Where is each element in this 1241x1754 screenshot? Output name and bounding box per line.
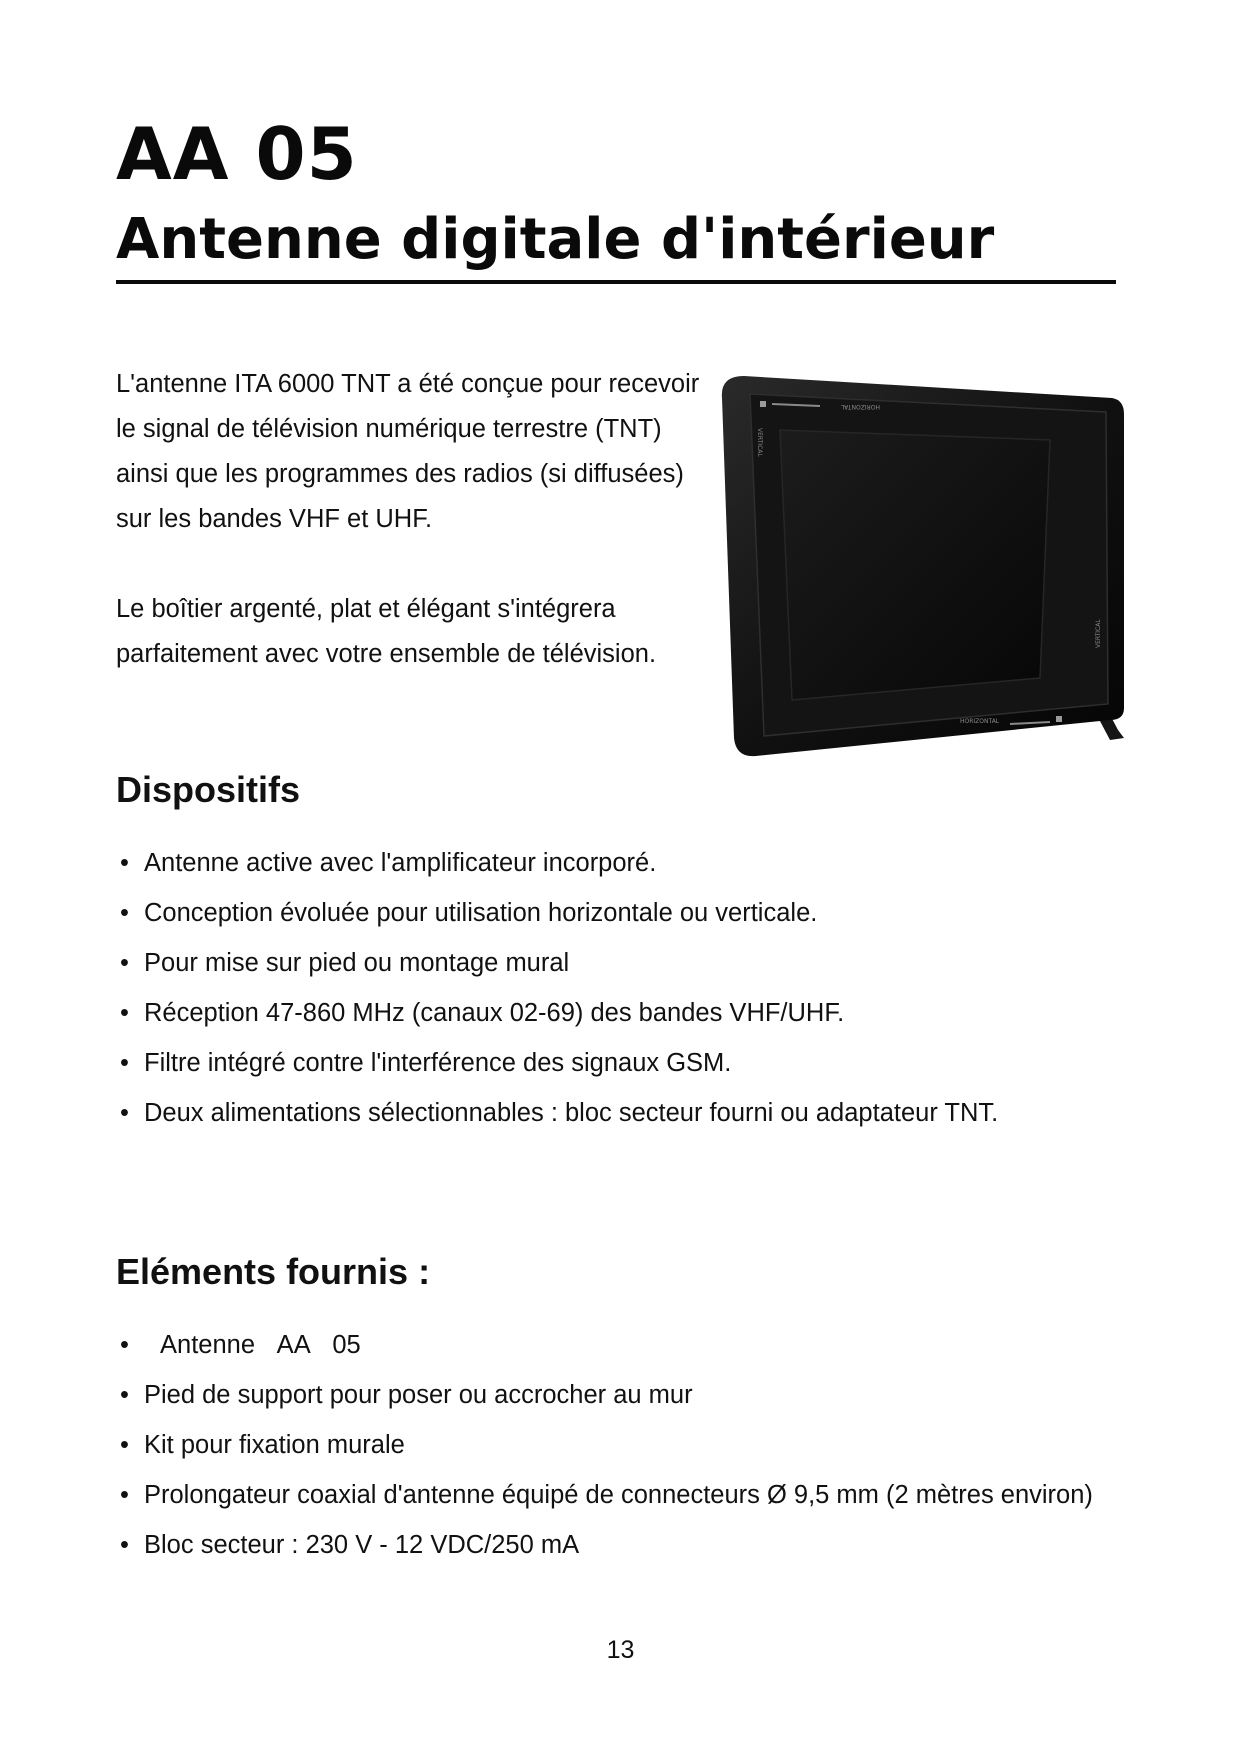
- list-item-text: Kit pour fixation murale: [144, 1431, 405, 1459]
- bullet-icon: •: [120, 1481, 129, 1509]
- bullet-icon: •: [120, 899, 129, 927]
- brand-logo-icon: [760, 401, 766, 407]
- bullet-icon: •: [120, 1049, 129, 1077]
- page-number: 13: [606, 1636, 635, 1664]
- list-item-text: Deux alimentations sélectionnables : bloc secteur fourni ou adaptateur TNT.: [144, 1099, 999, 1127]
- list-item-text: Antenne active avec l'amplificateur incorporé.: [144, 849, 657, 877]
- list-item-text: Bloc secteur : 230 V - 12 VDC/250 mA: [144, 1531, 580, 1559]
- list-item: [116, 896, 1116, 930]
- vertical-label-left: VERTICAL: [756, 428, 763, 457]
- brand-logo-icon-bottom: [1056, 716, 1062, 722]
- horizontal-label-bottom: HORIZONTAL: [960, 718, 1000, 725]
- elements-fournis-list: [116, 1328, 1116, 1578]
- bullet-icon: •: [120, 999, 129, 1027]
- list-item-text: Pied de support pour poser ou accrocher au mur: [144, 1381, 693, 1409]
- list-item: [116, 1046, 1116, 1080]
- horizontal-label: HORIZONTAL: [840, 403, 880, 410]
- page-title: AA 05: [116, 112, 358, 196]
- bullet-icon: •: [120, 1099, 129, 1127]
- list-item: [116, 1478, 1116, 1512]
- intro-paragraph: Le boîtier argenté, plat et élégant s'intégrera parfaitement avec votre ensemble de télévision.: [116, 595, 657, 668]
- antenna-product-photo: [720, 368, 1140, 768]
- bullet-icon: •: [120, 1331, 129, 1359]
- list-item-text: Réception 47-860 MHz (canaux 02-69) des bandes VHF/UHF.: [144, 999, 845, 1027]
- list-item: [116, 946, 1116, 980]
- list-item: [116, 1428, 1116, 1462]
- list-item: [116, 846, 1116, 880]
- elements-fournis-heading: Eléments fournis :: [116, 1251, 431, 1292]
- bullet-icon: •: [120, 1381, 129, 1409]
- vertical-label-right: VERTICAL: [1095, 619, 1102, 648]
- list-item-text: Antenne AA 05: [160, 1331, 361, 1359]
- title-underline: [116, 280, 1116, 284]
- list-item-text: Filtre intégré contre l'interférence des signaux GSM.: [144, 1049, 732, 1077]
- list-item: [116, 1378, 1116, 1412]
- dispositifs-list: [116, 846, 1116, 1146]
- list-item-text: Pour mise sur pied ou montage mural: [144, 949, 570, 977]
- bullet-icon: •: [120, 1431, 129, 1459]
- list-item: [116, 996, 1116, 1030]
- intro-paragraph: L'antenne ITA 6000 TNT a été conçue pour recevoir le signal de télévision numérique terrestre (TNT) ainsi que les programmes des radios (si diffusées) sur les bandes VHF et UHF.: [116, 370, 700, 533]
- dispositifs-heading: Dispositifs: [116, 769, 301, 810]
- antenna-panel: [780, 430, 1050, 700]
- list-item: [116, 1096, 1116, 1130]
- bullet-icon: •: [120, 849, 129, 877]
- list-item: [116, 1328, 1116, 1362]
- bullet-icon: •: [120, 949, 129, 977]
- list-item-text: Prolongateur coaxial d'antenne équipé de connecteurs Ø 9,5 mm (2 mètres environ): [144, 1481, 1093, 1509]
- intro-text: [116, 362, 716, 677]
- page-subtitle: Antenne digitale d'intérieur: [116, 207, 995, 272]
- list-item-text: Conception évoluée pour utilisation horizontale ou verticale.: [144, 899, 818, 927]
- bullet-icon: •: [120, 1531, 129, 1559]
- list-item: [116, 1528, 1116, 1562]
